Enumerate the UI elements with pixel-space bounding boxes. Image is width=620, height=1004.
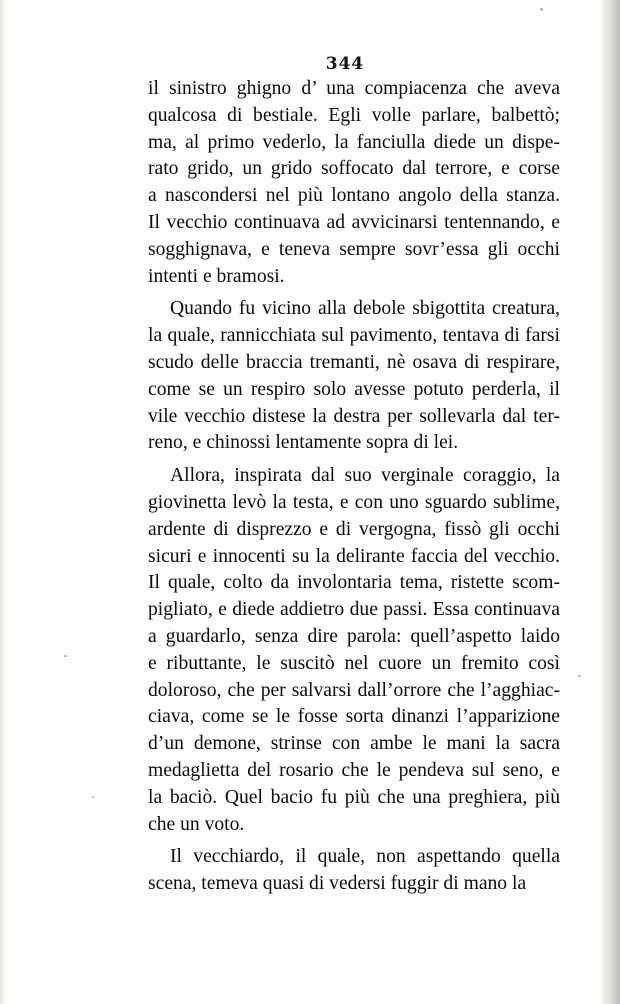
paragraph <box>148 844 560 898</box>
paragraph <box>148 296 560 457</box>
text-line: ciava, come se le fosse sorta dinanzi l’apparizione <box>148 706 560 728</box>
text-line: la baciò. Quel bacio fu più che una preghiera, più <box>148 786 560 808</box>
text-line: ma, al primo vederlo, la fanciulla diede un dispe- <box>148 131 560 153</box>
text-line: intenti e bramosi. <box>148 265 285 287</box>
paper-speck <box>92 796 94 798</box>
text-line: Il vecchio continuava ad avvicinarsi tentennando, e <box>148 211 560 233</box>
text-line: Il vecchiardo, il quale, non aspettando quella <box>170 846 560 868</box>
text-line: scena, temeva quasi di vedersi fuggir di mano la <box>148 873 527 895</box>
text-line: rato grido, un grido soffocato dal terrore, e corse <box>148 158 560 180</box>
paper-speck <box>578 675 581 677</box>
text-line: medaglietta del rosario che le pendeva sul seno, e <box>148 759 560 781</box>
text-line: sicuri e innocenti su la delirante faccia del vecchio. <box>148 545 560 567</box>
page-number: 344 <box>325 54 365 74</box>
text-line: Il quale, colto da involontaria tema, ristette scom- <box>148 572 560 594</box>
page-left-edge <box>0 0 6 1004</box>
text-line: a nascondersi nel più lontano angolo della stanza. <box>148 185 560 207</box>
paper-speck <box>64 655 67 657</box>
text-line: reno, e chinossi lentamente sopra di lei. <box>148 432 459 454</box>
text-line: la quale, rannicchiata sul pavimento, tentava di farsi <box>148 325 560 347</box>
text-line: che un voto. <box>148 813 245 835</box>
text-line: pigliato, e diede addietro due passi. Essa continuava <box>148 599 560 621</box>
text-line: sogghignava, e teneva sempre sovr’essa gli occhi <box>148 238 560 260</box>
text-line: doloroso, che per salvarsi dall’orrore che l’agghiac- <box>148 679 560 701</box>
paragraph <box>148 463 560 838</box>
text-line: a guardarlo, senza dire parola: quell’aspetto laido <box>148 625 560 647</box>
paper-speck <box>540 8 543 11</box>
text-line: vile vecchio distese la destra per sollevarla dal ter- <box>148 405 560 427</box>
text-line: ardente di disprezzo e di vergogna, fissò gli occhi <box>148 518 560 540</box>
text-line: il sinistro ghigno d’ una compiacenza che aveva <box>148 78 560 99</box>
text-line: Quando fu vicino alla debole sbigottita creatura, <box>170 298 560 320</box>
paragraph <box>148 76 560 290</box>
text-line: scudo delle braccia tremanti, nè osava di respirare, <box>148 351 560 373</box>
text-line: giovinetta levò la testa, e con uno sguardo sublime, <box>148 491 560 513</box>
text-line: qualcosa di bestiale. Egli volle parlare, balbettò; <box>148 104 560 126</box>
text-line: e ributtante, le suscitò nel cuore un fremito così <box>148 652 560 674</box>
text-line: come se un respiro solo avesse potuto perderla, il <box>148 378 560 400</box>
text-line: d’un demone, strinse con ambe le mani la sacra <box>148 733 560 755</box>
page-gutter-shadow <box>602 0 620 1004</box>
body-text <box>148 76 560 898</box>
text-line: Allora, inspirata dal suo verginale coraggio, la <box>170 465 560 487</box>
